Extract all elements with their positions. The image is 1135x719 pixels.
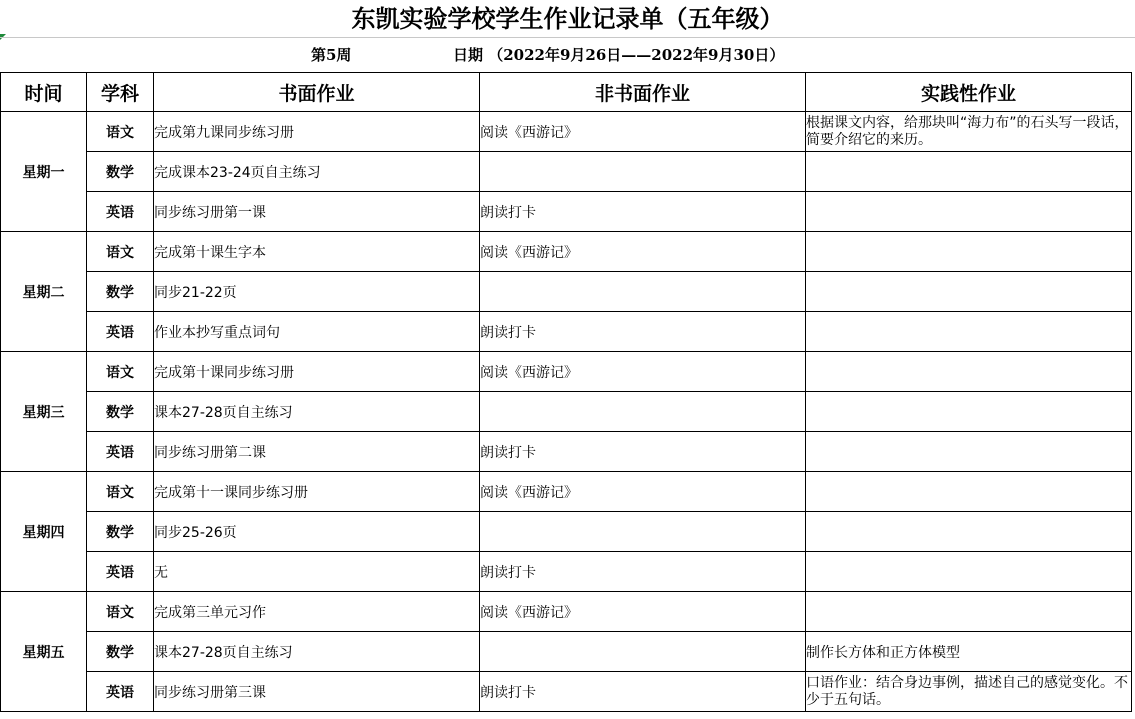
- practice-cell[interactable]: 制作长方体和正方体模型: [806, 632, 1132, 672]
- non-written-cell[interactable]: [480, 512, 806, 552]
- table-row: [1, 352, 1132, 392]
- subject-cell[interactable]: 英语: [87, 312, 154, 352]
- non-written-cell[interactable]: [480, 152, 806, 192]
- table-row: [1, 432, 1132, 472]
- subject-cell[interactable]: 英语: [87, 432, 154, 472]
- homework-table: [0, 72, 1132, 712]
- header-subject[interactable]: 学科: [87, 73, 154, 112]
- subject-cell[interactable]: 英语: [87, 552, 154, 592]
- day-cell[interactable]: 星期二: [1, 232, 87, 352]
- non-written-cell[interactable]: 阅读《西游记》: [480, 592, 806, 632]
- non-written-cell[interactable]: [480, 272, 806, 312]
- written-cell[interactable]: 完成第十课生字本: [154, 232, 480, 272]
- table-row: [1, 232, 1132, 272]
- header-time[interactable]: 时间: [1, 73, 87, 112]
- subject-cell[interactable]: 数学: [87, 632, 154, 672]
- table-row: [1, 632, 1132, 672]
- non-written-cell[interactable]: 朗读打卡: [480, 552, 806, 592]
- table-row: [1, 592, 1132, 632]
- practice-cell[interactable]: [806, 472, 1132, 512]
- written-cell[interactable]: 同步练习册第三课: [154, 672, 480, 712]
- practice-cell[interactable]: [806, 192, 1132, 232]
- written-cell[interactable]: 课本27-28页自主练习: [154, 632, 480, 672]
- written-cell[interactable]: 完成第三单元习作: [154, 592, 480, 632]
- day-cell[interactable]: 星期四: [1, 472, 87, 592]
- non-written-cell[interactable]: [480, 392, 806, 432]
- practice-cell[interactable]: 口语作业：结合身边事例，描述自己的感觉变化。不少于五句话。: [806, 672, 1132, 712]
- practice-cell[interactable]: [806, 552, 1132, 592]
- written-cell[interactable]: 同步练习册第一课: [154, 192, 480, 232]
- non-written-cell[interactable]: 阅读《西游记》: [480, 472, 806, 512]
- day-cell[interactable]: 星期五: [1, 592, 87, 712]
- practice-cell[interactable]: [806, 232, 1132, 272]
- subject-cell[interactable]: 语文: [87, 232, 154, 272]
- subject-cell[interactable]: 语文: [87, 592, 154, 632]
- written-cell[interactable]: 无: [154, 552, 480, 592]
- non-written-cell[interactable]: 朗读打卡: [480, 192, 806, 232]
- header-written[interactable]: 书面作业: [154, 73, 480, 112]
- practice-cell[interactable]: [806, 312, 1132, 352]
- table-row: [1, 512, 1132, 552]
- practice-cell[interactable]: [806, 392, 1132, 432]
- practice-cell[interactable]: [806, 352, 1132, 392]
- written-cell[interactable]: 完成第九课同步练习册: [154, 112, 480, 152]
- date-range-label: 日期 （2022年9月26日——2022年9月30日）: [453, 46, 785, 64]
- table-row: [1, 552, 1132, 592]
- table-row: [1, 272, 1132, 312]
- written-cell[interactable]: 完成课本23-24页自主练习: [154, 152, 480, 192]
- subject-cell[interactable]: 语文: [87, 112, 154, 152]
- written-cell[interactable]: 课本27-28页自主练习: [154, 392, 480, 432]
- written-cell[interactable]: 同步25-26页: [154, 512, 480, 552]
- non-written-cell[interactable]: 阅读《西游记》: [480, 352, 806, 392]
- non-written-cell[interactable]: 朗读打卡: [480, 312, 806, 352]
- sheet-title: 东凯实验学校学生作业记录单（五年级）: [351, 4, 784, 33]
- day-cell[interactable]: 星期一: [1, 112, 87, 232]
- written-cell[interactable]: 完成第十课同步练习册: [154, 352, 480, 392]
- written-cell[interactable]: 作业本抄写重点词句: [154, 312, 480, 352]
- practice-cell[interactable]: [806, 512, 1132, 552]
- non-written-cell[interactable]: 阅读《西游记》: [480, 232, 806, 272]
- non-written-cell[interactable]: [480, 632, 806, 672]
- header-non-written[interactable]: 非书面作业: [480, 73, 806, 112]
- non-written-cell[interactable]: 朗读打卡: [480, 432, 806, 472]
- subject-cell[interactable]: 数学: [87, 152, 154, 192]
- subject-cell[interactable]: 语文: [87, 472, 154, 512]
- written-cell[interactable]: 完成第十一课同步练习册: [154, 472, 480, 512]
- table-row: [1, 672, 1132, 712]
- practice-cell[interactable]: [806, 272, 1132, 312]
- table-row: [1, 312, 1132, 352]
- table-row: [1, 472, 1132, 512]
- practice-cell[interactable]: [806, 432, 1132, 472]
- written-cell[interactable]: 同步21-22页: [154, 272, 480, 312]
- header-row: [1, 73, 1132, 112]
- subject-cell[interactable]: 数学: [87, 512, 154, 552]
- practice-cell[interactable]: [806, 592, 1132, 632]
- table-row: [1, 152, 1132, 192]
- subject-cell[interactable]: 数学: [87, 272, 154, 312]
- subject-cell[interactable]: 英语: [87, 672, 154, 712]
- subject-cell[interactable]: 语文: [87, 352, 154, 392]
- week-label: 第5周: [311, 46, 352, 64]
- table-row: [1, 392, 1132, 432]
- non-written-cell[interactable]: 朗读打卡: [480, 672, 806, 712]
- subject-cell[interactable]: 英语: [87, 192, 154, 232]
- non-written-cell[interactable]: 阅读《西游记》: [480, 112, 806, 152]
- day-cell[interactable]: 星期三: [1, 352, 87, 472]
- practice-cell[interactable]: [806, 152, 1132, 192]
- table-row: [1, 192, 1132, 232]
- written-cell[interactable]: 同步练习册第二课: [154, 432, 480, 472]
- subject-cell[interactable]: 数学: [87, 392, 154, 432]
- practice-cell[interactable]: 根据课文内容，给那块叫“海力布”的石头写一段话，简要介绍它的来历。: [806, 112, 1132, 152]
- table-row: [1, 112, 1132, 152]
- header-practice[interactable]: 实践性作业: [806, 73, 1132, 112]
